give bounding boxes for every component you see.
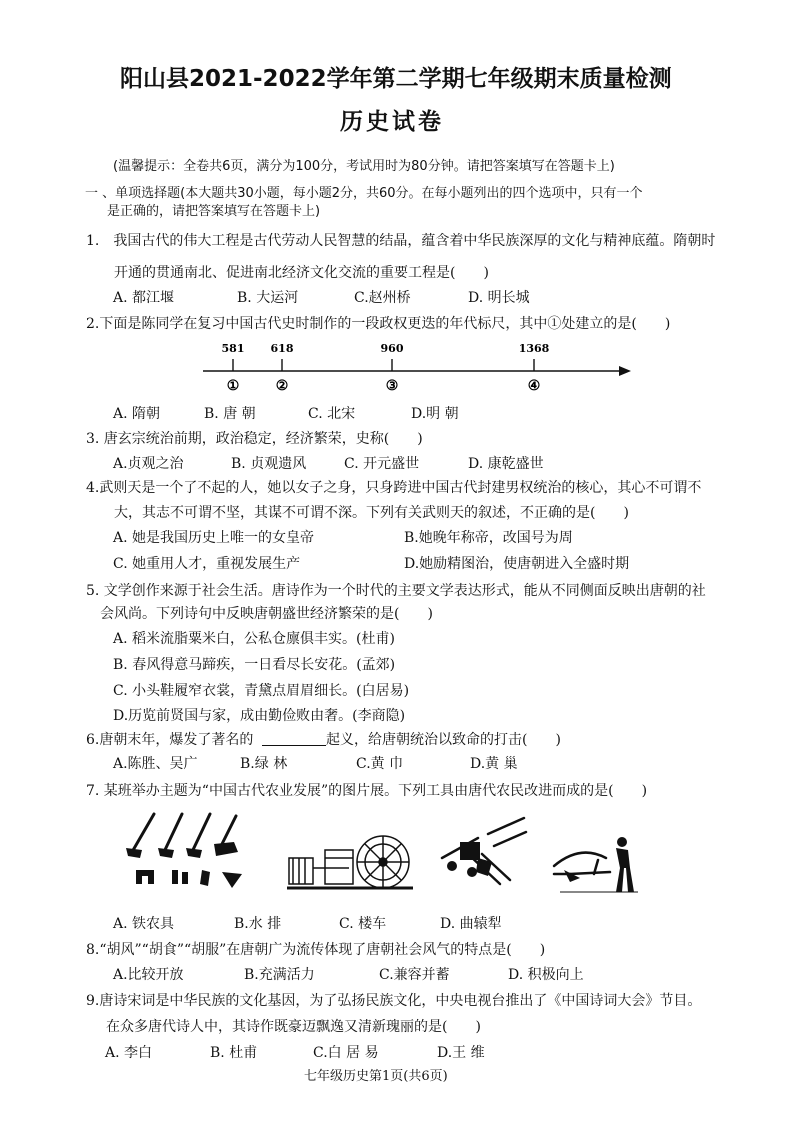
q7-option-b: B.水 排 xyxy=(234,916,282,932)
q8-stem-line1: 8.“胡风”“胡食”“胡服”在唐朝广为流传体现了唐朝社会风气的特点是( ) xyxy=(86,942,546,958)
q9-option-a: A. 李白 xyxy=(105,1045,153,1061)
timeline-arrow-icon xyxy=(619,366,631,376)
timeline-year: 960 xyxy=(380,342,404,355)
timeline-marker: ③ xyxy=(385,378,399,394)
q4-stem-line2: 大，其志不可谓不坚，其谋不可谓不深。下列有关武则天的叙述，不正确的是( ) xyxy=(114,505,629,521)
q6-option-c: C.黄 巾 xyxy=(356,756,404,772)
page-footer: 七年级历史第1页(共6页) xyxy=(304,1069,448,1084)
q6-stem-part1: 6.唐朝末年，爆发了著名的 xyxy=(86,732,254,748)
page-subtitle: 历史试卷 xyxy=(340,109,444,135)
timeline-marker: ② xyxy=(275,378,289,394)
q6-option-a: A.陈胜、吴广 xyxy=(113,756,198,772)
timeline-marker: ① xyxy=(226,378,240,394)
q3-option-c: C. 开元盛世 xyxy=(344,456,420,472)
water-bellows-image xyxy=(285,828,415,894)
q9-option-d: D.王 维 xyxy=(437,1045,485,1061)
q6-stem-part2: 起义，给唐朝统治以致命的打击( ) xyxy=(326,732,561,748)
q6-option-b: B.绿 林 xyxy=(240,756,288,772)
q6-option-d: D.黄 巢 xyxy=(470,756,518,772)
q6-blank-line xyxy=(262,745,326,746)
q3-option-b: B. 贞观遗风 xyxy=(231,456,307,472)
q8-option-d: D. 积极向上 xyxy=(508,967,584,983)
q9-option-c: C.白 居 易 xyxy=(313,1045,379,1061)
timeline-year: 581 xyxy=(221,342,245,355)
q4-option-b: B.她晚年称帝，改国号为周 xyxy=(404,530,573,546)
q8-option-c: C.兼容并蓄 xyxy=(379,967,450,983)
q5-stem-line1: 5. 文学创作来源于社会生活。唐诗作为一个时代的主要文学表达形式，能从不同侧面反映出唐朝的社 xyxy=(86,583,706,599)
q5-option-c: C. 小头鞋履窄衣裳，青黛点眉眉细长。(白居易) xyxy=(113,683,410,699)
q9-stem-line1: 9.唐诗宋词是中华民族的文化基因，为了弘扬民族文化，中央电视台推出了《中国诗词大会》节目。 xyxy=(86,993,702,1009)
timeline-year: 618 xyxy=(270,342,294,355)
q9-option-b: B. 杜甫 xyxy=(210,1045,258,1061)
q5-option-a: A. 稻米流脂粟米白，公私仓廪俱丰实。(杜甫) xyxy=(113,631,395,647)
curved-plough-image xyxy=(550,832,640,896)
exam-tip: (温馨提示：全卷共6页，满分为100分，考试用时为80分钟。请把答案填写在答题卡上) xyxy=(113,159,615,174)
q1-option-b: B. 大运河 xyxy=(237,290,299,306)
q7-option-c: C. 楼车 xyxy=(339,916,387,932)
q2-option-c: C. 北宋 xyxy=(308,406,356,422)
q7-option-a: A. 铁农具 xyxy=(113,916,175,932)
section-heading-line1: 一 、单项选择题(本大题共30小题，每小题2分，共60分。在每小题列出的四个选项中，只有一个 xyxy=(85,186,643,201)
q7-stem-line1: 7. 某班举办主题为“中国古代农业发展”的图片展。下列工具由唐代农民改进而成的是( ) xyxy=(86,783,648,799)
q4-stem-line1: 4.武则天是一个了不起的人，她以女子之身，只身跨进中国古代封建男权统治的核心，其心不可谓不 xyxy=(86,480,702,496)
section-heading-line2: 是正确的，请把答案填写在答题卡上) xyxy=(107,204,321,219)
q3-option-a: A.贞观之治 xyxy=(113,456,184,472)
q8-option-a: A.比较开放 xyxy=(113,967,184,983)
iron-tools-image xyxy=(124,812,264,894)
q5-option-b: B. 春风得意马蹄疾，一日看尽长安花。(孟郊) xyxy=(113,657,396,673)
q5-stem-line2: 会风尚。下列诗句中反映唐朝盛世经济繁荣的是( ) xyxy=(100,606,433,622)
q1-option-c: C.赵州桥 xyxy=(354,290,411,306)
q4-option-d: D.她励精图治，使唐朝进入全盛时期 xyxy=(404,556,630,572)
q2-stem-line1: 2.下面是陈同学在复习中国古代史时制作的一段政权更迭的年代标尺，其中①处建立的是( ) xyxy=(86,316,671,332)
q1-stem-line2: 开通的贯通南北、促进南北经济文化交流的重要工程是( ) xyxy=(114,265,489,281)
page-title: 阳山县2021-2022学年第二学期七年级期末质量检测 xyxy=(120,66,672,92)
timeline-marker: ④ xyxy=(527,378,541,394)
q8-option-b: B.充满活力 xyxy=(244,967,315,983)
q9-stem-line2: 在众多唐代诗人中，其诗作既豪迈飘逸又清新瑰丽的是( ) xyxy=(106,1019,481,1035)
q5-option-d: D.历览前贤国与家，成由勤俭败由奢。(李商隐) xyxy=(113,708,406,724)
timeline-year: 1368 xyxy=(518,342,550,355)
q1-option-d: D. 明长城 xyxy=(468,290,530,306)
timeline-figure xyxy=(195,335,635,397)
q4-option-a: A. 她是我国历史上唯一的女皇帝 xyxy=(113,530,315,546)
q7-option-d: D. 曲辕犁 xyxy=(440,916,502,932)
q2-option-d: D.明 朝 xyxy=(411,406,459,422)
q4-option-c: C. 她重用人才，重视发展生产 xyxy=(113,556,301,572)
q2-option-b: B. 唐 朝 xyxy=(204,406,256,422)
seed-drill-image xyxy=(438,814,528,894)
q3-option-d: D. 康乾盛世 xyxy=(468,456,544,472)
q1-stem-line1: 1. 我国古代的伟大工程是古代劳动人民智慧的结晶，蕴含着中华民族深厚的文化与精神底蕴。隋朝时 xyxy=(86,233,716,249)
q3-stem-line1: 3. 唐玄宗统治前期，政治稳定，经济繁荣，史称( ) xyxy=(86,431,423,447)
q2-option-a: A. 隋朝 xyxy=(113,406,161,422)
q1-option-a: A. 都江堰 xyxy=(113,290,175,306)
